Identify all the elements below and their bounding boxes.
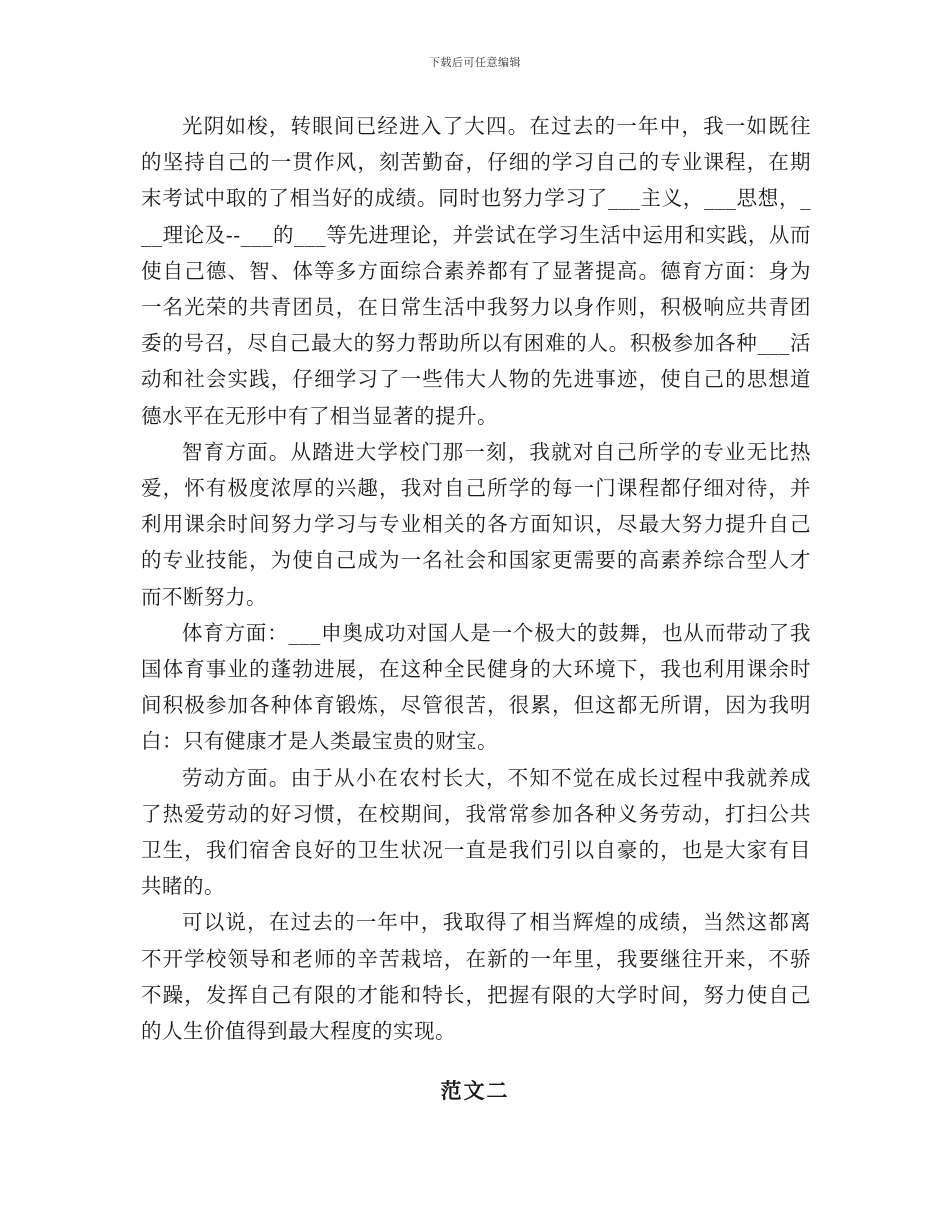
paragraph-labor: 劳动方面。由于从小在农村长大，不知不觉在成长过程中我就养成了热爱劳动的好习惯，在校期间，我常常参加各种义务劳动，打扫公共卫生，我们宿舍良好的卫生状况一直是我们引以自豪的，也是大家有目共睹的。 — [141, 765, 811, 899]
section-title: 范文二 — [440, 1078, 510, 1103]
document-body — [141, 108, 811, 1049]
page-header-note: 下载后可任意编辑 — [429, 56, 521, 69]
paragraph-physical-education: 体育方面：___申奥成功对国人是一个极大的鼓舞，也从而带动了我国体育事业的蓬勃进展，在这种全民健身的大环境下，我也利用课余时间积极参加各种体育锻炼，尽管很苦，很累，但这都无所谓，因为我明白：只有健康才是人类最宝贵的财宝。 — [141, 620, 811, 754]
paragraph-conclusion: 可以说，在过去的一年中，我取得了相当辉煌的成绩，当然这都离不开学校领导和老师的辛苦栽培，在新的一年里，我要继往开来，不骄不躁，发挥自己有限的才能和特长，把握有限的大学时间，努力使自己的人生价值得到最大程度的实现。 — [141, 910, 811, 1044]
paragraph-moral-education: 光阴如梭，转眼间已经进入了大四。在过去的一年中，我一如既往的坚持自己的一贯作风，刻苦勤奋，仔细的学习自己的专业课程，在期末考试中取的了相当好的成绩。同时也努力学习了___主义，___思想，___理论及--___的___等先进理论，并尝试在学习生活中运用和实践，从而使自己德、智、体等多方面综合素养都有了显著提高。德育方面：身为一名光荣的共青团员，在日常生活中我努力以身作则，积极响应共青团委的号召，尽自己最大的努力帮助所以有困难的人。积极参加各种___活动和社会实践，仔细学习了一些伟大人物的先进事迹，使自己的思想道德水平在无形中有了相当显著的提升。 — [141, 114, 811, 428]
paragraph-intellectual-education: 智育方面。从踏进大学校门那一刻，我就对自己所学的专业无比热爱，怀有极度浓厚的兴趣，我对自己所学的每一门课程都仔细对待，并利用课余时间努力学习与专业相关的各方面知识，尽最大努力提升自己的专业技能，为使自己成为一名社会和国家更需要的高素养综合型人才而不断努力。 — [141, 439, 811, 609]
